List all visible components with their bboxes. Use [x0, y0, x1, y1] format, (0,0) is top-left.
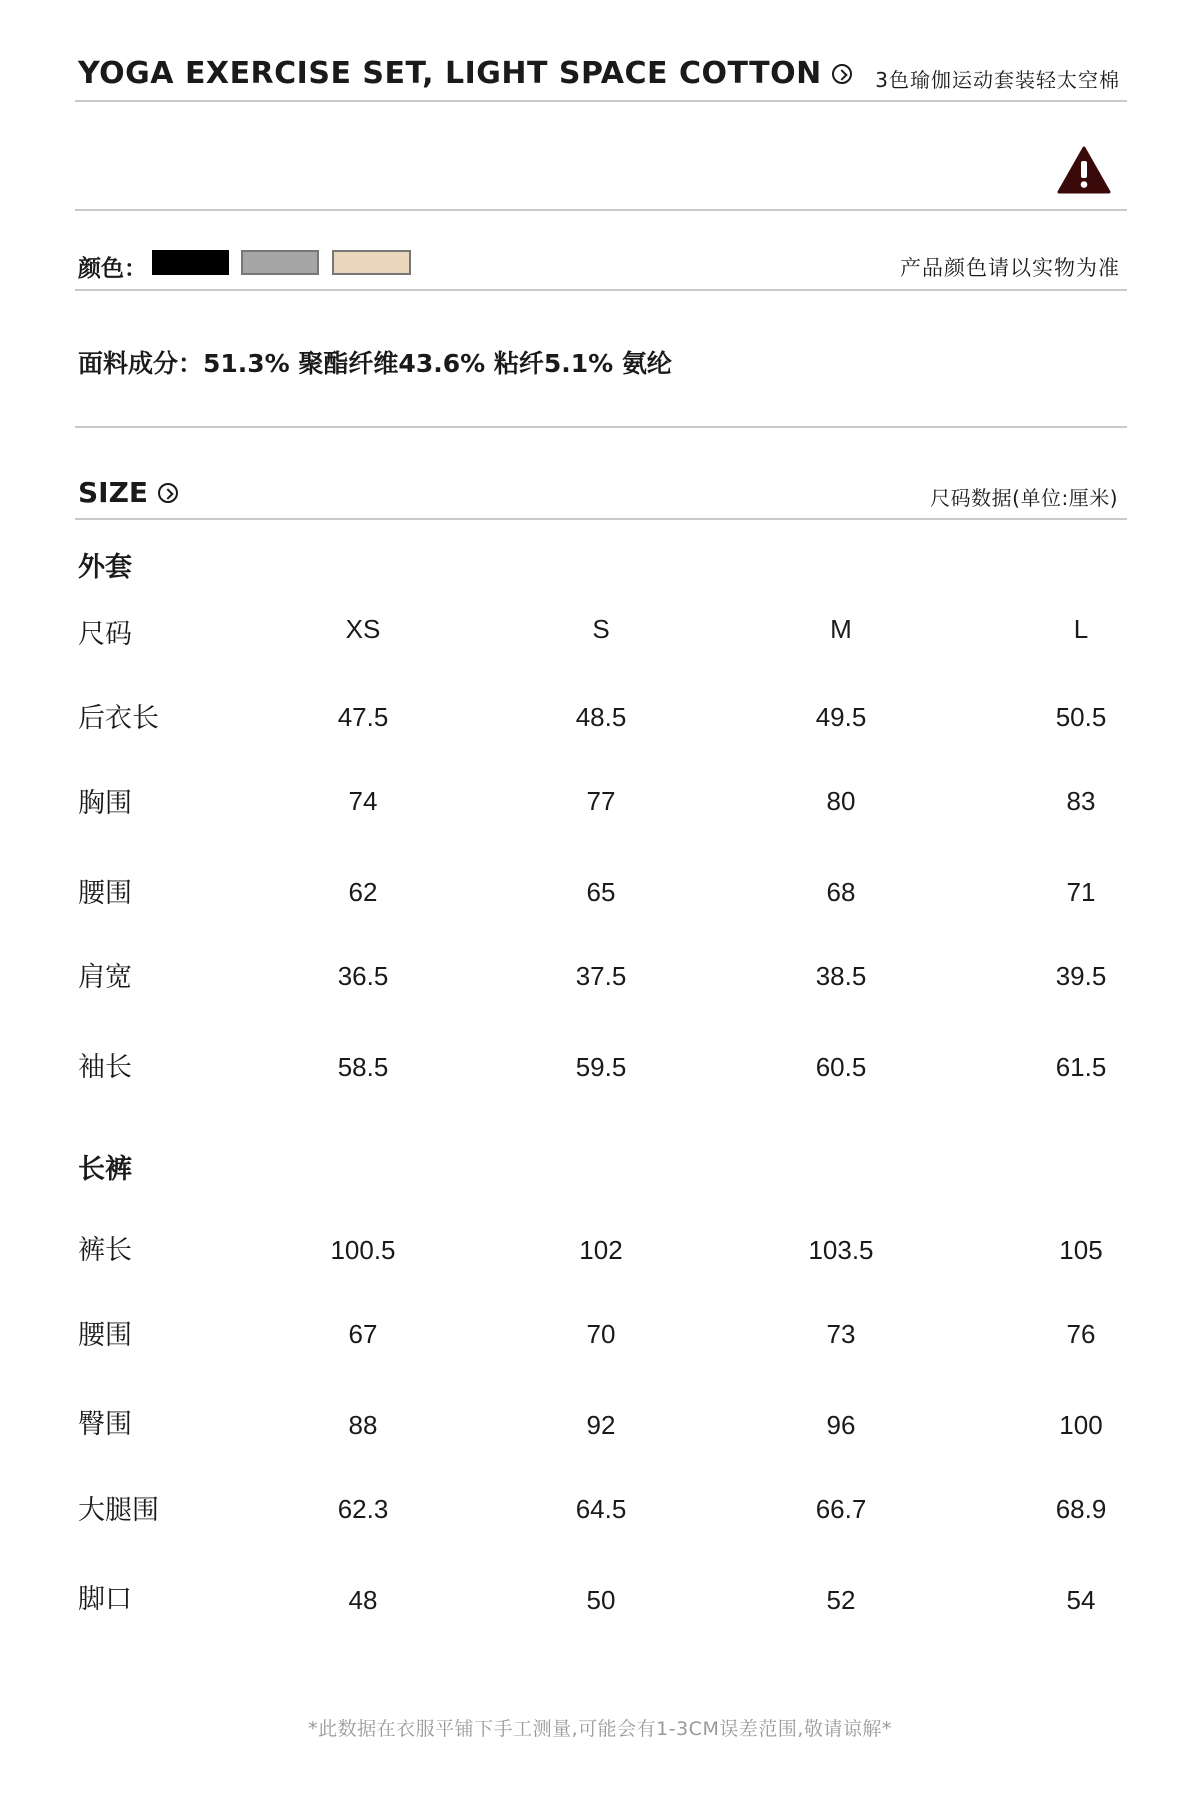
table-cell: 59.5 — [575, 1052, 627, 1082]
table-cell: 71 — [1066, 877, 1096, 907]
table-cell: 92 — [586, 1410, 616, 1440]
chevron-right-circle-icon[interactable] — [832, 64, 852, 84]
table-cell: 103.5 — [808, 1235, 874, 1265]
table-cell: 77 — [586, 786, 616, 816]
row-label: 大腿围 — [78, 1495, 159, 1526]
size-header-l: L — [1073, 614, 1089, 644]
table-cell: 83 — [1066, 786, 1096, 816]
table-cell: 70 — [586, 1319, 616, 1349]
table-cell: 58.5 — [337, 1052, 389, 1082]
table-cell: 64.5 — [575, 1494, 627, 1524]
table-cell: 66.7 — [815, 1494, 867, 1524]
table-cell: 96 — [826, 1410, 856, 1440]
table-cell: 47.5 — [337, 702, 389, 732]
row-label: 腰围 — [78, 878, 132, 909]
table-cell: 39.5 — [1055, 961, 1107, 991]
product-subtitle-cn: 3色瑜伽运动套装轻太空棉 — [875, 68, 1120, 92]
size-header-xs: XS — [345, 614, 381, 644]
table-cell: 50.5 — [1055, 702, 1107, 732]
table-cell: 50 — [586, 1585, 616, 1615]
divider — [75, 289, 1127, 291]
table-cell: 52 — [826, 1585, 856, 1615]
size-header-label: 尺码 — [78, 619, 132, 650]
divider — [75, 426, 1127, 428]
table-cell: 48.5 — [575, 702, 627, 732]
row-label: 裤长 — [78, 1235, 132, 1266]
warning-icon — [1057, 146, 1111, 194]
color-swatch-black[interactable] — [152, 250, 229, 275]
table-cell: 88 — [348, 1410, 378, 1440]
color-note: 产品颜色请以实物为准 — [900, 256, 1120, 280]
table-cell: 80 — [826, 786, 856, 816]
table-cell: 76 — [1066, 1319, 1096, 1349]
size-title — [78, 476, 178, 509]
table-cell: 48 — [348, 1585, 378, 1615]
size-title-text: SIZE — [78, 476, 149, 509]
row-label: 胸围 — [78, 788, 132, 819]
row-label: 臀围 — [78, 1409, 132, 1440]
table-cell: 37.5 — [575, 961, 627, 991]
row-label: 肩宽 — [78, 962, 132, 993]
table-cell: 62 — [348, 877, 378, 907]
fabric-composition: 面料成分：51.3% 聚酯纤维43.6% 粘纤5.1% 氨纶 — [78, 349, 672, 378]
size-unit-note: 尺码数据(单位:厘米) — [930, 486, 1118, 510]
row-label: 腰围 — [78, 1320, 132, 1351]
table-cell: 102 — [579, 1235, 623, 1265]
table-cell: 38.5 — [815, 961, 867, 991]
product-title — [78, 56, 852, 91]
pants-section-label: 长裤 — [78, 1154, 132, 1185]
table-cell: 36.5 — [337, 961, 389, 991]
table-cell: 73 — [826, 1319, 856, 1349]
table-cell: 68.9 — [1055, 1494, 1107, 1524]
table-cell: 67 — [348, 1319, 378, 1349]
table-cell: 68 — [826, 877, 856, 907]
table-cell: 60.5 — [815, 1052, 867, 1082]
table-cell: 100.5 — [330, 1235, 396, 1265]
color-swatch-gray[interactable] — [241, 250, 319, 275]
table-cell: 62.3 — [337, 1494, 389, 1524]
table-cell: 65 — [586, 877, 616, 907]
table-cell: 61.5 — [1055, 1052, 1107, 1082]
table-cell: 54 — [1066, 1585, 1096, 1615]
row-label: 袖长 — [78, 1052, 132, 1083]
table-cell: 105 — [1059, 1235, 1103, 1265]
color-swatch-beige[interactable] — [332, 250, 411, 275]
divider — [75, 518, 1127, 520]
chevron-right-circle-icon[interactable] — [158, 483, 178, 503]
divider — [75, 100, 1127, 102]
table-cell: 49.5 — [815, 702, 867, 732]
row-label: 后衣长 — [78, 703, 159, 734]
table-cell: 74 — [348, 786, 378, 816]
color-label: 颜色： — [78, 256, 147, 282]
size-header-s: S — [592, 614, 610, 644]
row-label: 脚口 — [78, 1584, 132, 1615]
divider — [75, 209, 1127, 211]
measurement-disclaimer: *此数据在衣服平铺下手工测量,可能会有1-3CM误差范围,敬请谅解* — [308, 1718, 892, 1740]
jacket-section-label: 外套 — [78, 552, 132, 583]
size-header-m: M — [830, 614, 852, 644]
table-cell: 100 — [1059, 1410, 1103, 1440]
product-title-text: YOGA EXERCISE SET, LIGHT SPACE COTTON — [78, 56, 822, 91]
